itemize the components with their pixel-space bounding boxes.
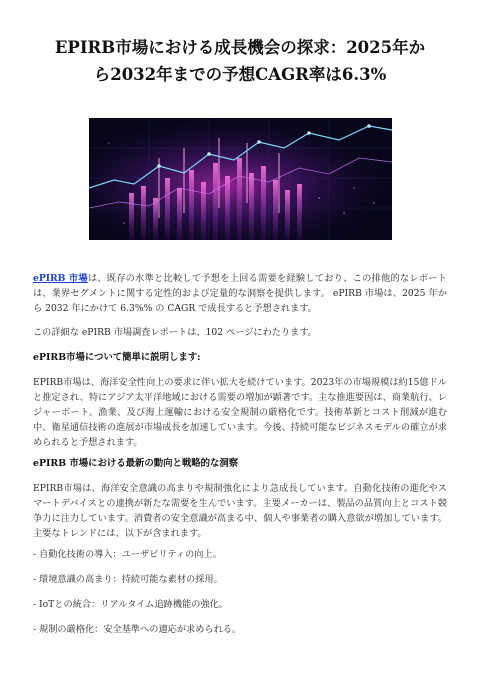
pages-info: この詳細な ePIRB 市場調査レポートは、102 ページにわたります。 xyxy=(33,327,317,338)
title-line-1: EPIRB市場における成長機会の探求：2025年か xyxy=(54,38,426,57)
trend-list-item: - IoTとの統合：リアルタイム追跡機能の強化。 xyxy=(33,599,228,610)
abstract-chart-illustration xyxy=(89,118,392,240)
section-body-overview: EPIRB市場は、海洋安全性向上の要求に伴い拡大を続けています。2023年の市場規模は約15億ドルと推定され、特にアジア太平洋地域における需要の増加が顕著です。主な推進要因は、商業航行、レジャーボート、漁業、及び海上運輸における安全規制の厳格化です。技術革新とコスト削減が進む中、衛星通信技術の進展が市場成長を加速しています。今後、持続可能なビジネスモデルの確立が求められると予想されます。 xyxy=(33,377,447,448)
page-title xyxy=(28,34,452,88)
title-line-2: ら2032年までの予想CAGR率は6.3% xyxy=(93,65,387,84)
section-heading-overview: ePIRB市場について簡単に説明します: xyxy=(33,352,201,363)
section-body-trends: EPIRB市場は、海洋安全意識の高まりや規制強化により急成長しています。自動化技術の進化やスマートデバイスとの連携が新たな需要を生んでいます。主要メーカーは、製品の品質向上とコスト競争力に注力しています。消費者の安全意識が高まる中、個人や事業者の購入意欲が増加しています。主要なトレンドには、以下が含まれます。 xyxy=(33,483,447,539)
trend-list-item: - 規制の厳格化：安全基準への適応が求められる。 xyxy=(33,624,242,635)
section-heading-trends: ePIRB 市場における最新の動向と戦略的な洞察 xyxy=(33,458,239,469)
trend-list-item: - 環境意識の高まり：持続可能な素材の採用。 xyxy=(33,574,223,585)
intro-paragraph xyxy=(33,271,447,316)
hero-chart-image xyxy=(89,118,392,240)
trend-list-item: - 自動化技術の導入：ユーザビリティの向上。 xyxy=(33,549,222,560)
market-link[interactable]: ePIRB 市場 xyxy=(33,273,88,284)
intro-text: は、既存の水準と比較して予想を上回る需要を経験しており、この排他的なレポートは、業界セグメントに関する定性的および定量的な洞察を提供します。 ePIRB 市場は、2025 年から 2032 年にかけて 6.3%% の CAGR で成長すると予想されます。 xyxy=(33,273,447,314)
